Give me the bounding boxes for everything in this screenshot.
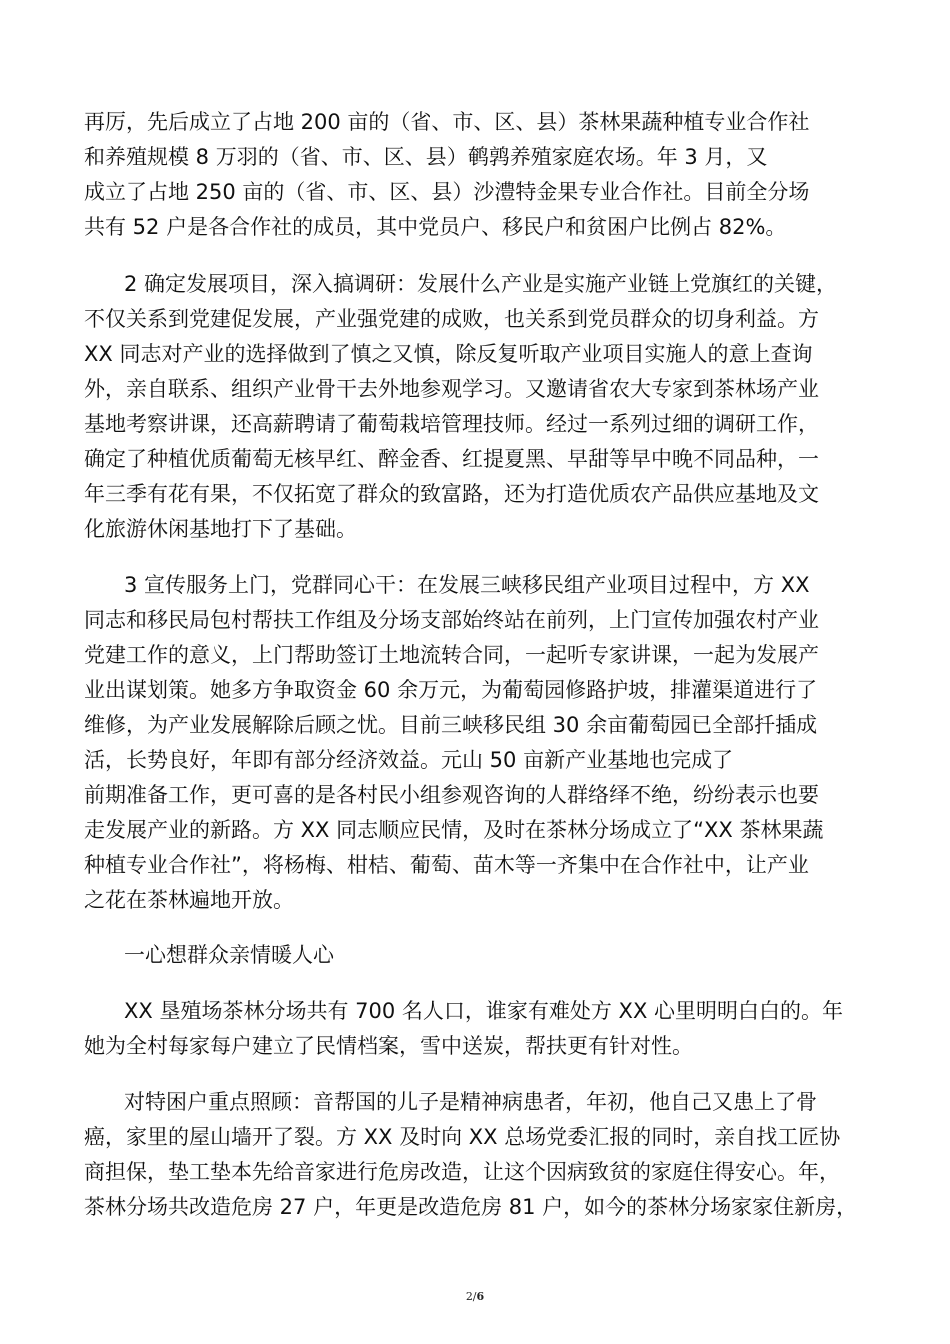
text-line: 年三季有花有果，不仅拓宽了群众的致富路，还为打造优质农产品供应基地及文 — [84, 482, 819, 506]
text-line: 和养殖规模 8 万羽的（省、市、区、县）鹌鹑养殖家庭农场。年 3 月，又 — [84, 145, 768, 169]
text-line: 再厉，先后成立了占地 200 亩的（省、市、区、县）茶林果蔬种植专业合作社 — [84, 110, 810, 134]
text-line: 不仅关系到党建促发展，产业强党建的成败，也关系到党员群众的切身利益。方 — [84, 307, 819, 331]
text-line: 维修，为产业发展解除后顾之忧。目前三峡移民组 30 余亩葡萄园已全部扦插成 — [84, 713, 818, 737]
text-line: 种植专业合作社”，将杨梅、柑桔、葡萄、苗木等一齐集中在合作社中，让产业 — [84, 853, 809, 877]
text-line: 她为全村每家每户建立了民情档案，雪中送炭，帮扶更有针对性。 — [84, 1034, 693, 1058]
page-number-current: 2/ — [465, 1290, 477, 1303]
section-heading: 一心想群众亲情暖人心 — [124, 943, 334, 967]
text-line: 党建工作的意义，上门帮助签订土地流转合同，一起听专家讲课，一起为发展产 — [84, 643, 819, 667]
text-line: XX 垦殖场茶林分场共有 700 名人口，谁家有难处方 XX 心里明明白白的。年 — [124, 999, 844, 1023]
text-line: 商担保，垫工垫本先给音家进行危房改造，让这个因病致贫的家庭住得安心。年， — [84, 1160, 840, 1184]
text-line: 茶林分场共改造危房 27 户，年更是改造危房 81 户，如今的茶林分场家家住新房， — [84, 1195, 858, 1219]
page-number-total: 6 — [476, 1290, 485, 1303]
text-line: 确定了种植优质葡萄无核早红、醉金香、红提夏黑、早甜等早中晚不同品种，一 — [84, 447, 819, 471]
text-line: 2 确定发展项目，深入搞调研：发展什么产业是实施产业链上党旗红的关键， — [124, 272, 838, 296]
text-line: 3 宣传服务上门，党群同心干：在发展三峡移民组产业项目过程中，方 XX — [124, 573, 810, 597]
text-line: 化旅游休闲基地打下了基础。 — [84, 517, 357, 541]
text-line: 之花在茶林遍地开放。 — [84, 888, 294, 912]
page-number — [0, 1290, 950, 1303]
text-line: 同志和移民局包村帮扶工作组及分场支部始终站在前列，上门宣传加强农村产业 — [84, 608, 819, 632]
text-line: 基地考察讲课，还高薪聘请了葡萄栽培管理技师。经过一系列过细的调研工作， — [84, 412, 819, 436]
text-line: 外，亲自联系、组织产业骨干去外地参观学习。又邀请省农大专家到茶林场产业 — [84, 377, 819, 401]
text-line: 共有 52 户是各合作社的成员，其中党员户、移民户和贫困户比例占 82%。 — [84, 215, 787, 239]
text-line: 活，长势良好，年即有部分经济效益。元山 50 亩新产业基地也完成了 — [84, 748, 734, 772]
text-line: 走发展产业的新路。方 XX 同志顺应民情，及时在茶林分场成立了“XX 茶林果蔬 — [84, 818, 824, 842]
text-line: 前期准备工作，更可喜的是各村民小组参观咨询的人群络绎不绝，纷纷表示也要 — [84, 783, 819, 807]
text-line: XX 同志对产业的选择做到了慎之又慎，除反复听取产业项目实施人的意上查询 — [84, 342, 813, 366]
text-line: 成立了占地 250 亩的（省、市、区、县）沙澧特金果专业合作社。目前全分场 — [84, 180, 810, 204]
text-line: 业出谋划策。她多方争取资金 60 余万元，为葡萄园修路护坡，排灌渠道进行了 — [84, 678, 818, 702]
text-line: 对特困户重点照顾：音帮国的儿子是精神病患者，年初，他自己又患上了骨 — [124, 1090, 817, 1114]
text-line: 癌，家里的屋山墙开了裂。方 XX 及时向 XX 总场党委汇报的同时，亲自找工匠协 — [84, 1125, 841, 1149]
